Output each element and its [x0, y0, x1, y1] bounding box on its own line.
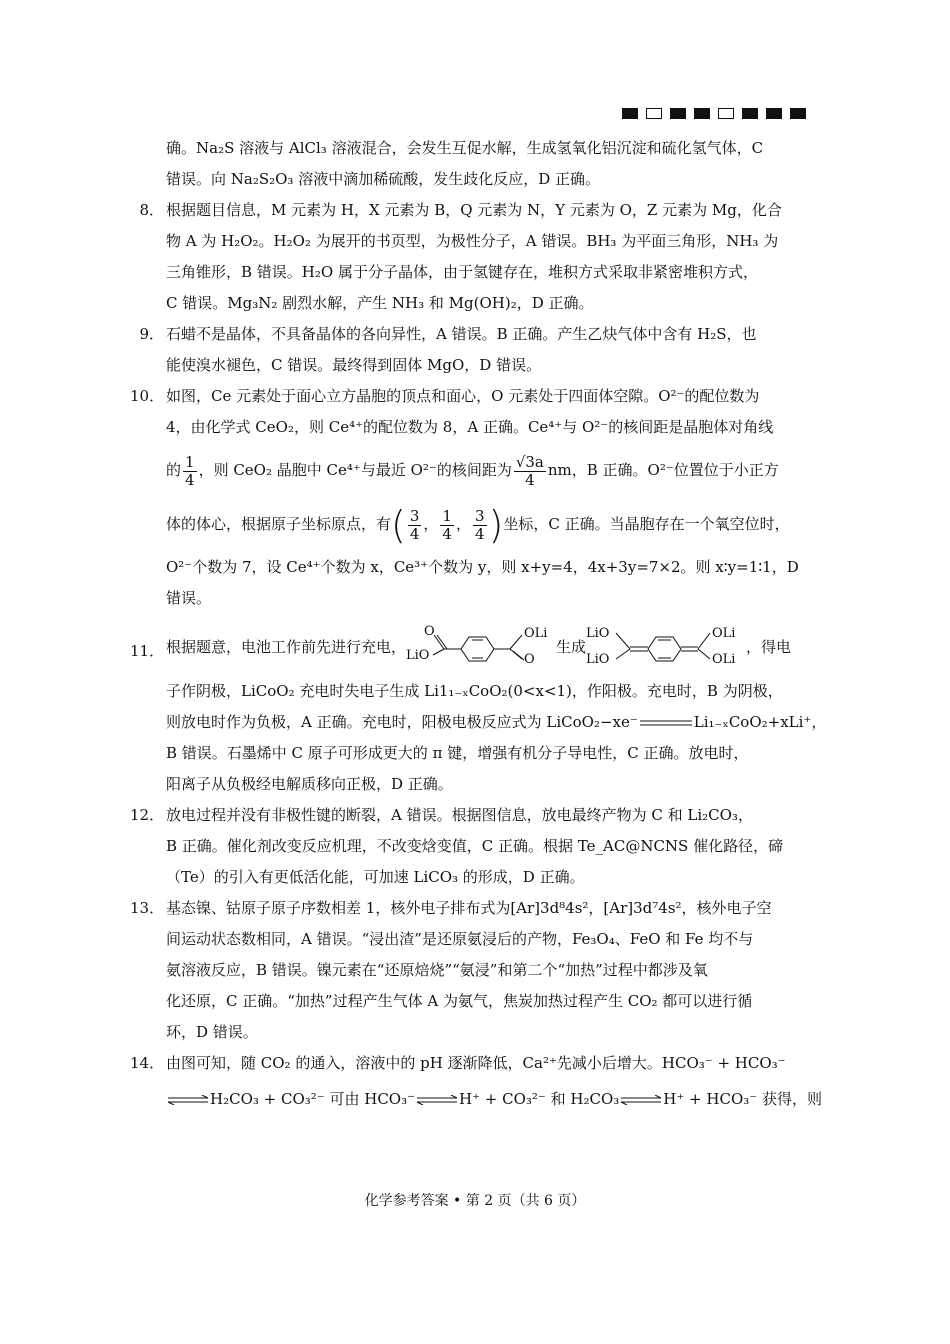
- atom-label: LiO: [406, 648, 430, 663]
- header-mark-filled: [670, 108, 686, 119]
- text-line: 能使溴水褪色，C 错误。最终得到固体 MgO，D 错误。: [166, 356, 542, 374]
- equilibrium-arrow: [619, 1095, 663, 1105]
- header-mark-filled: [766, 108, 782, 119]
- text-line: （Te）的引入有更低活化能，可加速 LiCO₃ 的形成，D 正确。: [166, 868, 585, 886]
- atom-label: LiO: [586, 652, 610, 667]
- header-marks: [622, 108, 806, 119]
- text-segment: H⁺ + CO₃²⁻ 和 H₂CO₃: [459, 1090, 620, 1108]
- atom-label: LiO: [586, 626, 610, 641]
- text-line: 化还原，C 正确。“加热”过程产生气体 A 为氨气，焦炭加热过程产生 CO₂ 都可以进行循: [166, 992, 753, 1010]
- text-line: 4，由化学式 CeO₂，则 Ce⁴⁺的配位数为 8，A 正确。Ce⁴⁺与 O²⁻的核间距是晶胞体对角线: [166, 418, 774, 436]
- separator: ，: [423, 515, 439, 533]
- answer-9: [130, 319, 820, 381]
- header-mark-filled: [694, 108, 710, 119]
- fraction-denominator: 4: [474, 524, 485, 543]
- page-footer: 化学参考答案 • 第 2 页（共 6 页）: [364, 1193, 586, 1209]
- item-number: 8．: [139, 201, 164, 219]
- text-line: 氨溶液反应，B 错误。镍元素在“还原焙烧”“氨浸”和第二个“加热”过程中都涉及氧: [166, 961, 708, 979]
- equals-arrow: [638, 718, 694, 728]
- fraction-z: [473, 508, 487, 543]
- text-line: 由图可知，随 CO₂ 的通入，溶液中的 pH 逐渐降低，Ca²⁺先减小后增大。HCO₃⁻ + HCO₃⁻: [166, 1054, 786, 1072]
- text-line: 阳离子从负极经电解质移向正极，D 正确。: [166, 775, 453, 793]
- left-paren: (: [391, 503, 406, 547]
- answer-12: [130, 800, 820, 893]
- item-number: 11．: [130, 642, 165, 660]
- text-segment: H₂CO₃ + CO₃²⁻ 可由 HCO₃⁻: [210, 1090, 416, 1108]
- terephthalate-dilithium-structure: [406, 623, 556, 673]
- text-line: 环，D 错误。: [166, 1023, 258, 1041]
- atom-label: O: [424, 624, 435, 639]
- item-number: 13．: [130, 899, 165, 917]
- fraction-numerator: 1: [185, 452, 195, 471]
- text-line: 物 A 为 H₂O₂。H₂O₂ 为展开的书页型，为极性分子，A 错误。BH₃ 为平面三角形，NH₃ 为: [166, 232, 779, 250]
- equilibrium-arrow: [415, 1095, 459, 1105]
- text-line: C 错误。Mg₃N₂ 剧烈水解，产生 NH₃ 和 Mg(OH)₂，D 正确。: [166, 294, 594, 312]
- answer-11: [130, 618, 827, 800]
- text-line: O²⁻个数为 7，设 Ce⁴⁺个数为 x，Ce³⁺个数为 y，则 x+y=4，4x+3y=7×2。则 x∶y=1∶1，D: [166, 558, 799, 576]
- text-segment: 根据题意，电池工作前先进行充电，: [166, 638, 407, 656]
- text-line: 子作阴极，LiCoO₂ 充电时失电子生成 Li1₁₋ₓCoO₂(0<x<1)，作阳极。充电时，B 为阴极，: [166, 682, 783, 700]
- text-line-with-fractions: [166, 443, 820, 497]
- fraction-root3a-over-4: [514, 454, 546, 489]
- fraction-denominator: 4: [409, 524, 420, 543]
- fraction-numerator: 1: [442, 506, 452, 525]
- text-line-with-structures: [166, 618, 820, 676]
- text-line-with-coordinate: [166, 497, 820, 552]
- reduced-product-structure: [586, 623, 746, 673]
- text-line: 错误。: [166, 589, 212, 607]
- q7-continuation: [130, 133, 820, 195]
- text-line: [166, 707, 827, 738]
- fraction-numerator: 3: [474, 506, 485, 525]
- quinoid-ring: [616, 633, 710, 661]
- text-segment: ，则 CeO₂ 晶胞中 Ce⁴⁺与最近 O²⁻的核间距为: [198, 461, 512, 479]
- text-line: B 错误。石墨烯中 C 原子可形成更大的 π 键，增强有机分子导电性，C 正确。放电时，: [166, 744, 749, 762]
- text-segment: 的: [166, 461, 182, 479]
- answer-13: [130, 893, 820, 1048]
- text-line: B 正确。催化剂改变反应机理，不改变焓变值，C 正确。根据 Te_AC@NCNS 催化路径，碲: [166, 837, 784, 855]
- text-line: 三角锥形，B 错误。H₂O 属于分子晶体，由于氢键存在，堆积方式采取非紧密堆积方式，: [166, 263, 758, 281]
- fraction-y: [440, 508, 454, 543]
- answer-14: [130, 1048, 820, 1119]
- text-segment: H⁺ + HCO₃⁻ 获得，则: [663, 1090, 822, 1108]
- fraction-denominator: 4: [525, 470, 535, 489]
- header-mark-empty: [718, 108, 734, 119]
- item-number: 12．: [130, 806, 165, 824]
- fraction-one-quarter: [183, 454, 197, 489]
- separator: ，: [455, 515, 471, 533]
- answer-10: [130, 381, 820, 614]
- text-line: 基态镍、钴原子原子序数相差 1，核外电子排布式为[Ar]3d⁸4s²，[Ar]3d⁷4s²，核外电子空: [166, 899, 772, 917]
- text-segment: 则放电时作为负极，A 正确。充电时，阳极电极反应式为 LiCoO₂−xe⁻: [166, 713, 638, 731]
- text-segment: 坐标，C 正确。当晶胞存在一个氧空位时，: [503, 515, 790, 533]
- atom-label: OLi: [524, 626, 548, 641]
- answer-content: [130, 133, 827, 1119]
- text-line: 根据题目信息，M 元素为 H，X 元素为 B，Q 元素为 N，Y 元素为 O，Z 元素为 Mg，化合: [166, 201, 782, 219]
- answer-8: [130, 195, 820, 319]
- header-mark-filled: [622, 108, 638, 119]
- fraction-numerator: 3: [409, 506, 420, 525]
- header-mark-filled: [742, 108, 758, 119]
- text-line: 如图，Ce 元素处于面心立方晶胞的顶点和面心，O 元素处于四面体空隙。O²⁻的配位数为: [166, 387, 760, 405]
- text-line: 错误。向 Na₂S₂O₃ 溶液中滴加稀硫酸，发生歧化反应，D 正确。: [166, 170, 601, 188]
- text-segment: 生成: [556, 638, 587, 656]
- text-line: 石蜡不是晶体，不具备晶体的各向异性，A 错误。B 正确。产生乙炔气体中含有 H₂S，也: [166, 325, 757, 343]
- header-mark-empty: [646, 108, 662, 119]
- fraction-denominator: 4: [185, 470, 195, 489]
- header-mark-filled: [790, 108, 806, 119]
- item-number: 9．: [139, 325, 164, 343]
- text-segment: Li₁₋ₓCoO₂+xLi⁺，: [693, 713, 827, 731]
- right-paren: ): [488, 503, 504, 547]
- fraction-x: [408, 508, 422, 543]
- text-segment: ，得电: [746, 638, 792, 656]
- atom-label: O: [524, 652, 535, 667]
- atom-label: OLi: [712, 626, 736, 641]
- text-segment: nm，B 正确。O²⁻位置位于小正方: [547, 461, 779, 479]
- atom-label: OLi: [712, 652, 736, 667]
- fraction-numerator: √3a: [515, 452, 544, 471]
- text-line: 确。Na₂S 溶液与 AlCl₃ 溶液混合，会发生互促水解，生成氢氧化铝沉淀和硫化氢气体，C: [166, 139, 764, 157]
- item-number: 14．: [130, 1054, 165, 1072]
- equilibrium-arrow: [166, 1095, 210, 1105]
- text-segment: 体的体心，根据原子坐标原点，有: [166, 515, 392, 533]
- text-line-with-equilibria: [166, 1079, 820, 1119]
- benzene-ring: [433, 635, 524, 661]
- item-number: 10．: [130, 387, 165, 405]
- text-line: 间运动状态数相同，A 错误。“浸出渣”是还原氨浸后的产物，Fe₃O₄、FeO 和 Fe 均不与: [166, 930, 754, 948]
- text-line: 放电过程并没有非极性键的断裂，A 错误。根据图信息，放电最终产物为 C 和 Li₂CO₃，: [166, 806, 753, 824]
- fraction-denominator: 4: [442, 524, 452, 543]
